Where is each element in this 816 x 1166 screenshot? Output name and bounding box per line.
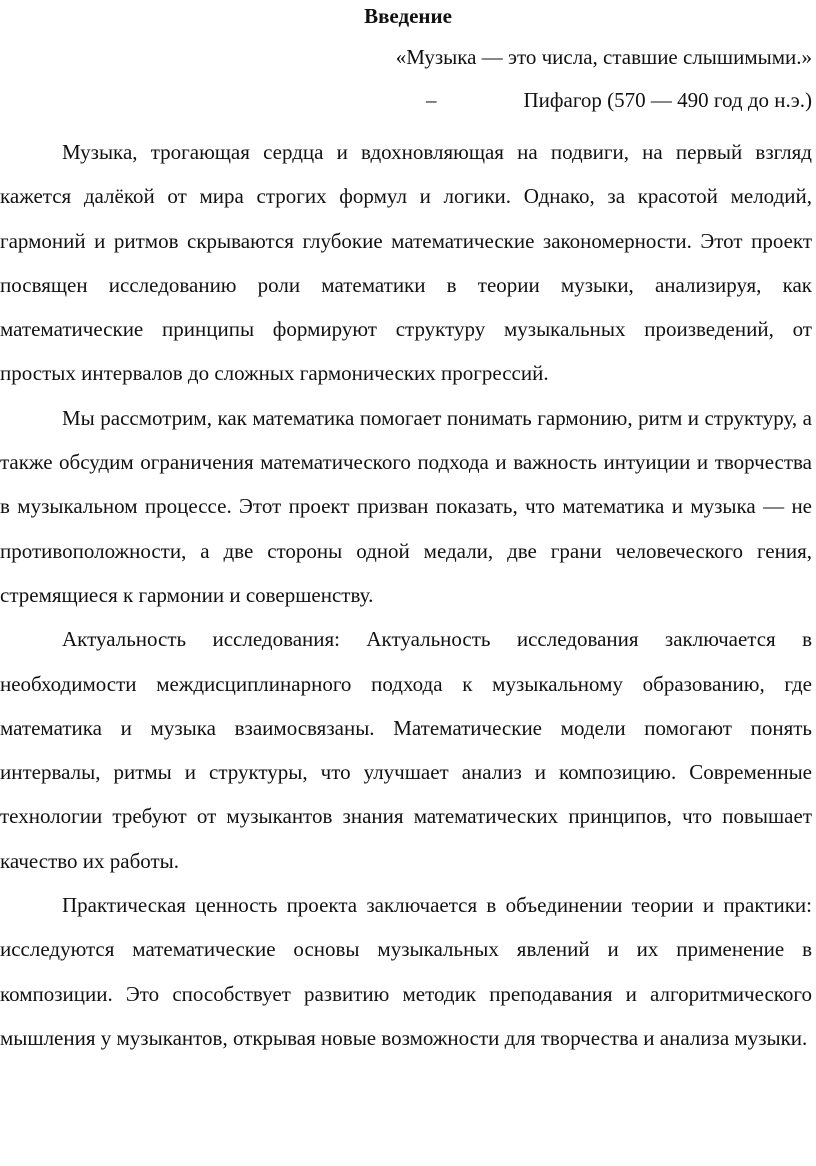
body-text <box>0 130 812 1060</box>
epigraph-author: Пифагор (570 — 490 год до н.э.) <box>523 88 812 112</box>
epigraph-dash: – <box>426 88 437 112</box>
paragraph-goals: Мы рассмотрим, как математика помогает понимать гармонию, ритм и структуру, а также обсудим ограничения математического подхода и важность интуиции и творчества в музыкальном процессе. Этот проект призван показать, что математика и музыка — не противоположности, а две стороны одной медали, две грани человеческого гения, стремящиеся к гармонии и совершенству. <box>0 405 812 607</box>
paragraph-relevance: Актуальность исследования: Актуальность исследования заключается в необходимости междисциплинарного подхода к музыкальному образованию, где математика и музыка взаимосвязаны. Математические модели помогают понять интервалы, ритмы и структуры, что улучшает анализ и композицию. Современные технологии требуют от музыкантов знания математических принципов, что повышает качество их работы. <box>0 627 812 873</box>
epigraph-quote: «Музыка — это числа, ставшие слышимыми.» <box>395 45 812 69</box>
page-title: Введение <box>364 4 452 28</box>
paragraph-intro: Музыка, трогающая сердца и вдохновляющая на подвиги, на первый взгляд кажется далёкой от мира строгих формул и логики. Однако, за красотой мелодий, гармоний и ритмов скрываются глубокие математические закономерности. Этот проект посвящен исследованию роли математики в теории музыки, анализируя, как математические принципы формируют структуру музыкальных произведений, от простых интервалов до сложных гармонических прогрессий. <box>0 140 812 386</box>
paragraph-practical-value: Практическая ценность проекта заключается в объединении теории и практики: исследуются математические основы музыкальных явлений и их применение в композиции. Это способствует развитию методик преподавания и алгоритмического мышления у музыкантов, открывая новые возможности для творчества и анализа музыки. <box>0 893 812 1050</box>
